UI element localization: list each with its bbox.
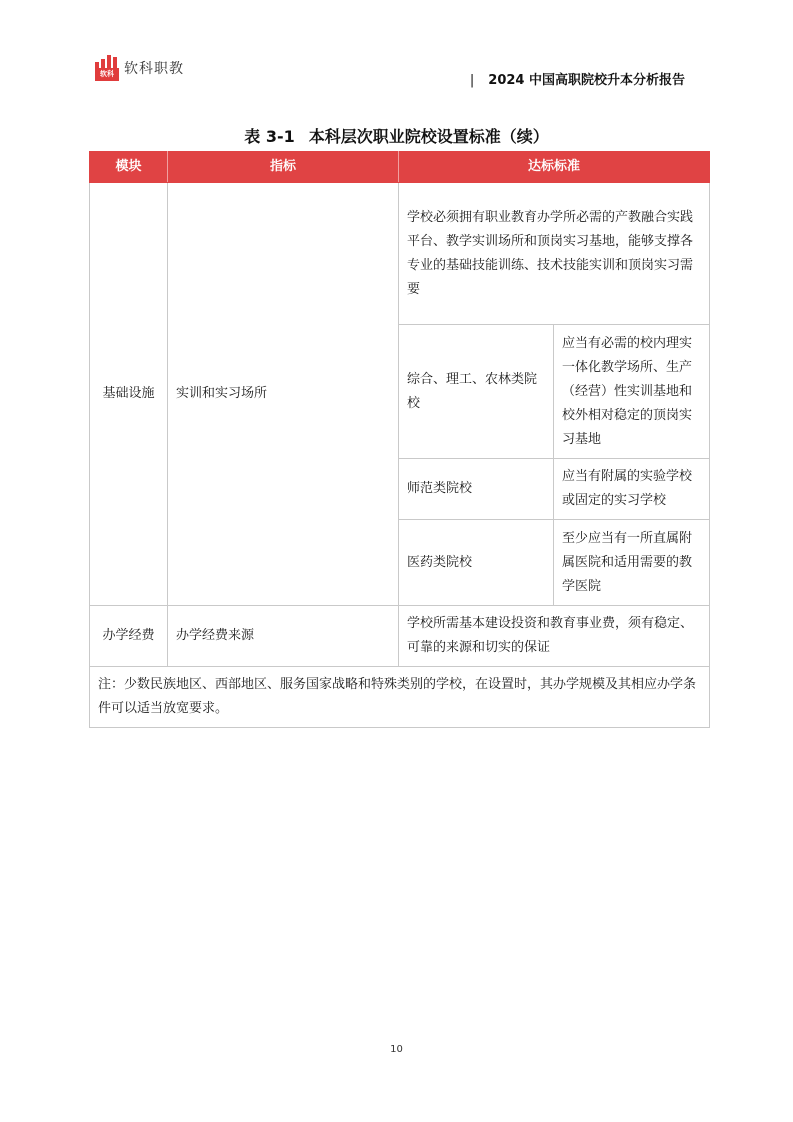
module-cell: 办学经费 <box>90 606 168 667</box>
table-note: 注：少数民族地区、西部地区、服务国家战略和特殊类别的学校，在设置时，其办学规模及其相应办学条件可以适当放宽要求。 <box>90 667 710 728</box>
school-type-cell: 综合、理工、农林类院校 <box>399 325 554 459</box>
table-number: 表 3-1 <box>244 127 295 146</box>
table-note-row <box>90 667 710 728</box>
table-caption <box>0 124 793 147</box>
brand-name: 软科职教 <box>124 61 184 77</box>
standard-cell: 应当有必需的校内理实一体化教学场所、生产（经营）性实训基地和校外相对稳定的顶岗实习基地 <box>554 325 710 459</box>
standards-table <box>89 151 710 728</box>
report-title: 2024 中国高职院校升本分析报告 <box>488 73 685 88</box>
standard-cell: 应当有附属的实验学校或固定的实习学校 <box>554 459 710 520</box>
school-type-cell: 医药类院校 <box>399 520 554 606</box>
page-number: 10 <box>390 1044 403 1055</box>
standard-cell: 学校必须拥有职业教育办学所必需的产教融合实践平台、教学实训场所和顶岗实习基地，能够支撑各专业的基础技能训练、技术技能实训和顶岗实习需要 <box>399 183 710 325</box>
brand-logo-icon <box>95 55 119 81</box>
table-row <box>90 183 710 325</box>
module-cell: 基础设施 <box>90 183 168 606</box>
standard-cell: 至少应当有一所直属附属医院和适用需要的教学医院 <box>554 520 710 606</box>
standard-cell: 学校所需基本建设投资和教育事业费，须有稳定、可靠的来源和切实的保证 <box>399 606 710 667</box>
report-header <box>470 69 685 88</box>
column-header-module: 模块 <box>90 152 168 183</box>
table-header-row <box>90 152 710 183</box>
brand-logo <box>95 55 184 81</box>
indicator-cell: 实训和实习场所 <box>168 183 399 606</box>
table-title-text: 本科层次职业院校设置标准（续） <box>308 127 549 146</box>
column-header-indicator: 指标 <box>168 152 399 183</box>
indicator-cell: 办学经费来源 <box>168 606 399 667</box>
school-type-cell: 师范类院校 <box>399 459 554 520</box>
column-header-standard: 达标标准 <box>399 152 710 183</box>
header-separator: | <box>469 73 475 88</box>
table-row <box>90 606 710 667</box>
logo-box-text: 软科 <box>95 68 119 81</box>
